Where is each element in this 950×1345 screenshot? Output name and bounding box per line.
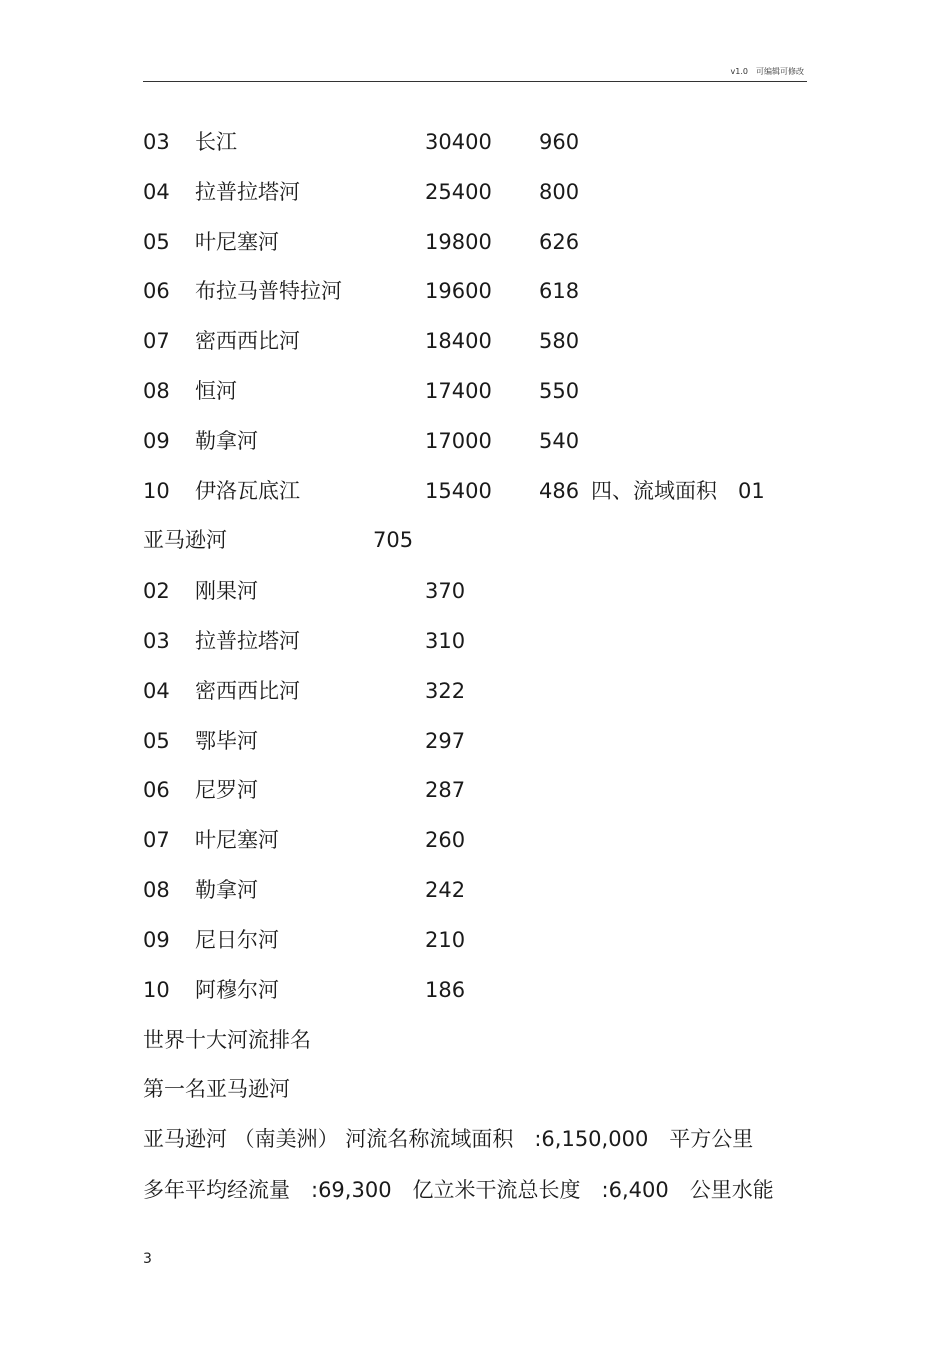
rank: 06 bbox=[143, 279, 170, 303]
river-name: 勒拿河 bbox=[195, 429, 258, 453]
rank: 09 bbox=[143, 928, 170, 952]
rank: 04 bbox=[143, 679, 170, 703]
river-name: 叶尼塞河 bbox=[195, 230, 279, 254]
value: 580 bbox=[539, 329, 580, 353]
rank: 04 bbox=[143, 180, 170, 204]
length-value: 17000 bbox=[425, 429, 492, 453]
river-name: 密西西比河 bbox=[195, 329, 300, 353]
rank: 07 bbox=[143, 329, 170, 353]
rank: 09 bbox=[143, 429, 170, 453]
rank: 06 bbox=[143, 778, 170, 802]
area-value: 322 bbox=[425, 679, 466, 703]
value: 800 bbox=[539, 180, 580, 204]
area-value: 242 bbox=[425, 878, 466, 902]
area-value: 705 bbox=[373, 528, 414, 552]
value: 960 bbox=[539, 130, 580, 154]
page-number: 3 bbox=[143, 1251, 152, 1267]
river-name: 阿穆尔河 bbox=[195, 978, 279, 1002]
rank: 07 bbox=[143, 828, 170, 852]
area-value: 310 bbox=[425, 629, 466, 653]
rank: 08 bbox=[143, 878, 170, 902]
river-name: 鄂毕河 bbox=[195, 729, 258, 753]
area-value: 297 bbox=[425, 729, 466, 753]
length-value: 15400 bbox=[425, 479, 492, 503]
length-value: 17400 bbox=[425, 379, 492, 403]
paragraph-title: 世界十大河流排名 bbox=[143, 1028, 311, 1052]
river-name: 密西西比河 bbox=[195, 679, 300, 703]
length-value: 18400 bbox=[425, 329, 492, 353]
area-value: 186 bbox=[425, 978, 466, 1002]
river-name: 拉普拉塔河 bbox=[195, 180, 300, 204]
river-name: 尼日尔河 bbox=[195, 928, 279, 952]
paragraph-body: 亚马逊河 （南美洲） 河流名称流域面积 :6,150,000 平方公里 bbox=[143, 1127, 754, 1151]
river-name: 长江 bbox=[195, 130, 237, 154]
rank: 10 bbox=[143, 978, 170, 1002]
area-value: 210 bbox=[425, 928, 466, 952]
rank: 02 bbox=[143, 579, 170, 603]
length-value: 19600 bbox=[425, 279, 492, 303]
header-rule bbox=[143, 81, 807, 82]
value: 626 bbox=[539, 230, 580, 254]
value: 618 bbox=[539, 279, 580, 303]
value: 486 bbox=[539, 479, 580, 503]
river-name: 拉普拉塔河 bbox=[195, 629, 300, 653]
river-name: 亚马逊河 bbox=[143, 528, 227, 552]
river-name: 勒拿河 bbox=[195, 878, 258, 902]
river-name: 布拉马普特拉河 bbox=[195, 279, 342, 303]
river-name: 叶尼塞河 bbox=[195, 828, 279, 852]
rank: 10 bbox=[143, 479, 170, 503]
length-value: 25400 bbox=[425, 180, 492, 204]
header-version-text: v1.0 可编辑可修改 bbox=[730, 67, 804, 76]
rank: 05 bbox=[143, 729, 170, 753]
length-value: 19800 bbox=[425, 230, 492, 254]
rank: 03 bbox=[143, 130, 170, 154]
value: 550 bbox=[539, 379, 580, 403]
area-value: 370 bbox=[425, 579, 466, 603]
river-name: 刚果河 bbox=[195, 579, 258, 603]
paragraph-body: 多年平均经流量 :69,300 亿立米干流总长度 :6,400 公里水能 bbox=[143, 1178, 774, 1202]
river-name: 伊洛瓦底江 bbox=[195, 479, 300, 503]
rank: 08 bbox=[143, 379, 170, 403]
value: 540 bbox=[539, 429, 580, 453]
area-value: 260 bbox=[425, 828, 466, 852]
river-name: 恒河 bbox=[195, 379, 237, 403]
rank: 03 bbox=[143, 629, 170, 653]
paragraph-subtitle: 第一名亚马逊河 bbox=[143, 1077, 290, 1101]
length-value: 30400 bbox=[425, 130, 492, 154]
river-name: 尼罗河 bbox=[195, 778, 258, 802]
area-value: 287 bbox=[425, 778, 466, 802]
section-heading-basin-area: 四、流域面积 01 bbox=[591, 479, 765, 503]
rank: 05 bbox=[143, 230, 170, 254]
